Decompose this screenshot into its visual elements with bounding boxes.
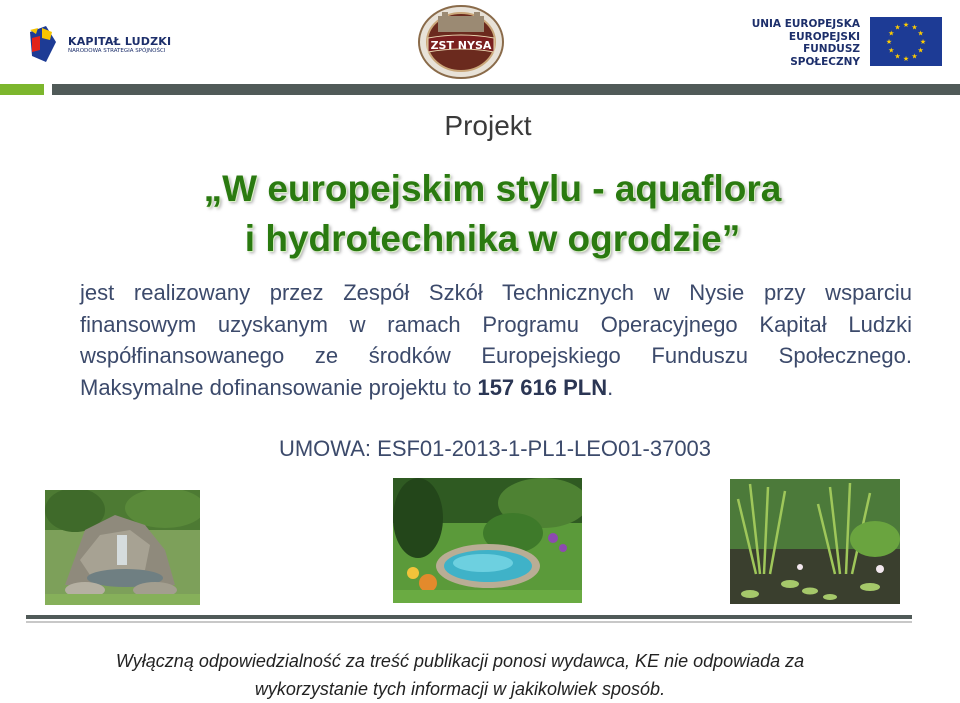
svg-text:★: ★ bbox=[888, 46, 895, 55]
svg-text:★: ★ bbox=[902, 55, 910, 63]
svg-text:★: ★ bbox=[911, 52, 918, 61]
kapital-ludzki-label: KAPITAŁ LUDZKI bbox=[68, 35, 172, 48]
description-end: . bbox=[607, 374, 614, 400]
header-bar-accent bbox=[0, 84, 44, 95]
project-description bbox=[80, 277, 912, 403]
project-title-line-2: i hydrotechnika w ogrodzie” bbox=[244, 218, 741, 259]
svg-text:★: ★ bbox=[917, 46, 924, 55]
waterfall-photo bbox=[45, 490, 200, 605]
svg-text:★: ★ bbox=[894, 52, 901, 61]
disclaimer-line-1: Wyłączną odpowiedzialność za treść publikacji ponosi wydawca, KE nie odpowiada za bbox=[115, 651, 805, 671]
eu-line-2: EUROPEJSKI bbox=[788, 30, 860, 43]
svg-text:★: ★ bbox=[894, 23, 901, 32]
eu-line-1: UNIA EUROPEJSKA bbox=[751, 18, 860, 30]
project-label: Projekt bbox=[444, 110, 532, 141]
svg-text:★: ★ bbox=[888, 29, 895, 38]
eu-flag-icon bbox=[870, 17, 942, 66]
kapital-ludzki-subtitle: NARODOWA STRATEGIA SPÓJNOŚCI bbox=[68, 48, 166, 54]
disclaimer bbox=[0, 647, 920, 703]
header-bar bbox=[52, 84, 960, 95]
footer-divider bbox=[26, 615, 912, 619]
svg-text:★: ★ bbox=[885, 38, 893, 46]
school-logo bbox=[416, 4, 506, 80]
project-title-line-1: „W europejskim stylu - aquaflora bbox=[203, 168, 782, 209]
svg-text:★: ★ bbox=[917, 29, 924, 38]
description-text: jest realizowany przez Zespół Szkół Technicznych w Nysie przy wsparciu finansowym uzyskanym w ramach Programu Operacyjnego Kapitał Ludzki współfinansowanego ze środków Europejskiego Funduszu Społecznego. Maksymalne dofinansowanie projektu to bbox=[80, 280, 912, 400]
water-plants-photo bbox=[730, 479, 900, 604]
svg-text:★: ★ bbox=[902, 21, 910, 29]
svg-text:★: ★ bbox=[911, 23, 918, 32]
funding-amount: 157 616 PLN bbox=[477, 374, 608, 400]
disclaimer-line-2: wykorzystanie tych informacji w jakikolwiek sposób. bbox=[254, 679, 666, 699]
garden-pond-photo bbox=[393, 478, 582, 603]
svg-text:★: ★ bbox=[919, 38, 927, 46]
footer-divider-shadow bbox=[26, 621, 912, 623]
eu-text bbox=[745, 18, 860, 68]
school-logo-text: ZST NYSA bbox=[430, 39, 492, 52]
contract-number: UMOWA: ESF01-2013-1-PL1-LEO01-37003 bbox=[278, 436, 712, 461]
eu-line-3: FUNDUSZ SPOŁECZNY bbox=[790, 43, 860, 68]
